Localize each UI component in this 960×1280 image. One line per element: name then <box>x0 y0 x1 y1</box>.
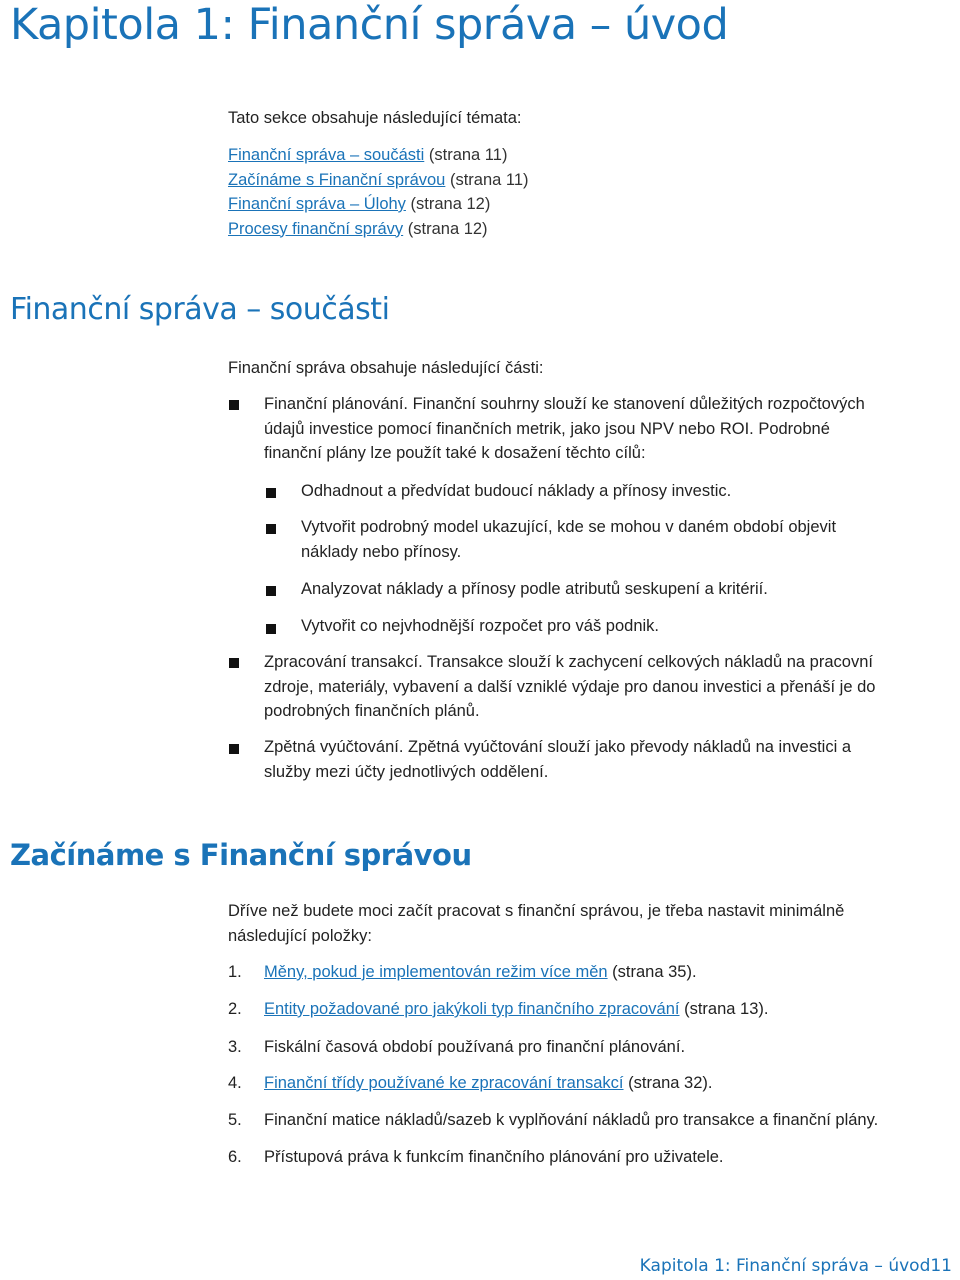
toc-item <box>228 192 529 217</box>
page-footer <box>640 1254 952 1278</box>
toc-item <box>228 217 529 242</box>
item-rest: Finanční matice nákladů/sazeb k vyplňování nákladů pro transakce a finanční plány. <box>264 1111 879 1129</box>
section2-lead <box>228 899 844 948</box>
list-number: 3. <box>228 1038 242 1056</box>
toc-link-soucasti[interactable]: Finanční správa – součásti <box>228 146 425 164</box>
toc-link-zaciname[interactable]: Začínáme s Finanční správou <box>228 170 446 189</box>
item-rest: (strana 35). <box>607 963 697 981</box>
toc-item <box>228 143 529 168</box>
list-item-line: Zpracování transakcí. Transakce slouží k zachycení celkových nákladů na pracovní <box>264 653 873 671</box>
numbered-item <box>264 1035 685 1060</box>
bullet-square-icon <box>229 658 239 668</box>
toc-page-ref: (strana 12) <box>407 219 488 238</box>
intro-lead: Tato sekce obsahuje následující témata: <box>228 109 522 127</box>
page-number: 11 <box>930 1256 952 1276</box>
list-number: 6. <box>228 1148 242 1166</box>
sub-list-item <box>301 515 836 564</box>
list-item-line: náklady nebo přínosy. <box>301 542 462 561</box>
list-number: 2. <box>228 1000 242 1018</box>
item-rest: (strana 13). <box>679 1000 769 1018</box>
footer-chapter-title: Kapitola 1: Finanční správa – úvod <box>639 1256 931 1276</box>
lead-line: následující položky: <box>228 926 372 945</box>
toc-page-ref: (strana 11) <box>428 146 508 164</box>
toc-page-ref: (strana 11) <box>449 170 529 189</box>
bullet-square-icon <box>266 624 276 634</box>
numbered-item <box>264 1145 724 1170</box>
link-meny[interactable]: Měny, pokud je implementován režim více měn <box>264 963 608 981</box>
sub-list-item: Odhadnout a předvídat budoucí náklady a přínosy investic. <box>301 482 732 500</box>
list-item-line: zdroje, materiály, vybavení a další vzniklé výdaje pro danou investici a přenáší je do <box>264 677 876 696</box>
bullet-square-icon <box>266 488 276 498</box>
item-rest: Fiskální časová období používaná pro finanční plánování. <box>264 1038 686 1056</box>
bullet-square-icon <box>229 744 239 754</box>
sub-list-item: Analyzovat náklady a přínosy podle atributů seskupení a kritérií. <box>301 580 768 598</box>
list-number: 1. <box>228 963 242 981</box>
item-rest: Přístupová práva k funkcím finančního plánování pro uživatele. <box>264 1148 724 1166</box>
list-item-line: Finanční plánování. Finanční souhrny slouží ke stanovení důležitých rozpočtových <box>264 395 865 413</box>
section1-lead: Finanční správa obsahuje následující části: <box>228 359 544 377</box>
list-item-zpetna-vyuctovani <box>264 735 851 784</box>
numbered-item <box>264 1108 878 1133</box>
bullet-square-icon <box>266 586 276 596</box>
toc-link-procesy[interactable]: Procesy finanční správy <box>228 219 404 238</box>
toc-link-ulohy[interactable]: Finanční správa – Úlohy <box>228 195 406 213</box>
list-item-line: služby mezi účty jednotlivých oddělení. <box>264 762 549 781</box>
list-item-zpracovani-transakci <box>264 650 875 724</box>
toc-list <box>228 143 529 241</box>
list-item-line: Vytvořit podrobný model ukazující, kde se mohou v daném období objevit <box>301 518 837 536</box>
section-heading-zaciname: Začínáme s Finanční správou <box>10 838 472 872</box>
chapter-title: Kapitola 1: Finanční správa – úvod <box>10 0 729 50</box>
numbered-item <box>264 1071 713 1096</box>
numbered-item <box>264 997 768 1022</box>
sub-list-item: Vytvořit co nejvhodnější rozpočet pro váš podnik. <box>301 617 659 635</box>
bullet-square-icon <box>229 400 239 410</box>
bullet-square-icon <box>266 524 276 534</box>
numbered-item <box>264 960 697 985</box>
link-financni-tridy[interactable]: Finanční třídy používané ke zpracování transakcí <box>264 1074 624 1092</box>
toc-page-ref: (strana 12) <box>410 195 491 213</box>
item-rest: (strana 32). <box>623 1074 713 1092</box>
list-item-financni-planovani <box>264 392 865 466</box>
list-item-line: finanční plány lze použít také k dosažení těchto cílů: <box>264 444 646 462</box>
toc-item <box>228 168 529 193</box>
list-number: 4. <box>228 1074 242 1092</box>
list-item-line: Zpětná vyúčtování. Zpětná vyúčtování slouží jako převody nákladů na investici a <box>264 738 851 756</box>
section-heading-soucasti: Finanční správa – součásti <box>10 292 390 327</box>
list-item-line: podrobných finančních plánů. <box>264 702 480 720</box>
list-number: 5. <box>228 1111 242 1129</box>
list-item-line: údajů investice pomocí finančních metrik, jako jsou NPV nebo ROI. Podrobné <box>264 419 830 438</box>
link-entity[interactable]: Entity požadované pro jakýkoli typ finančního zpracování <box>264 1000 680 1018</box>
lead-line: Dříve než budete moci začít pracovat s finanční správou, je třeba nastavit minimálně <box>228 902 845 920</box>
